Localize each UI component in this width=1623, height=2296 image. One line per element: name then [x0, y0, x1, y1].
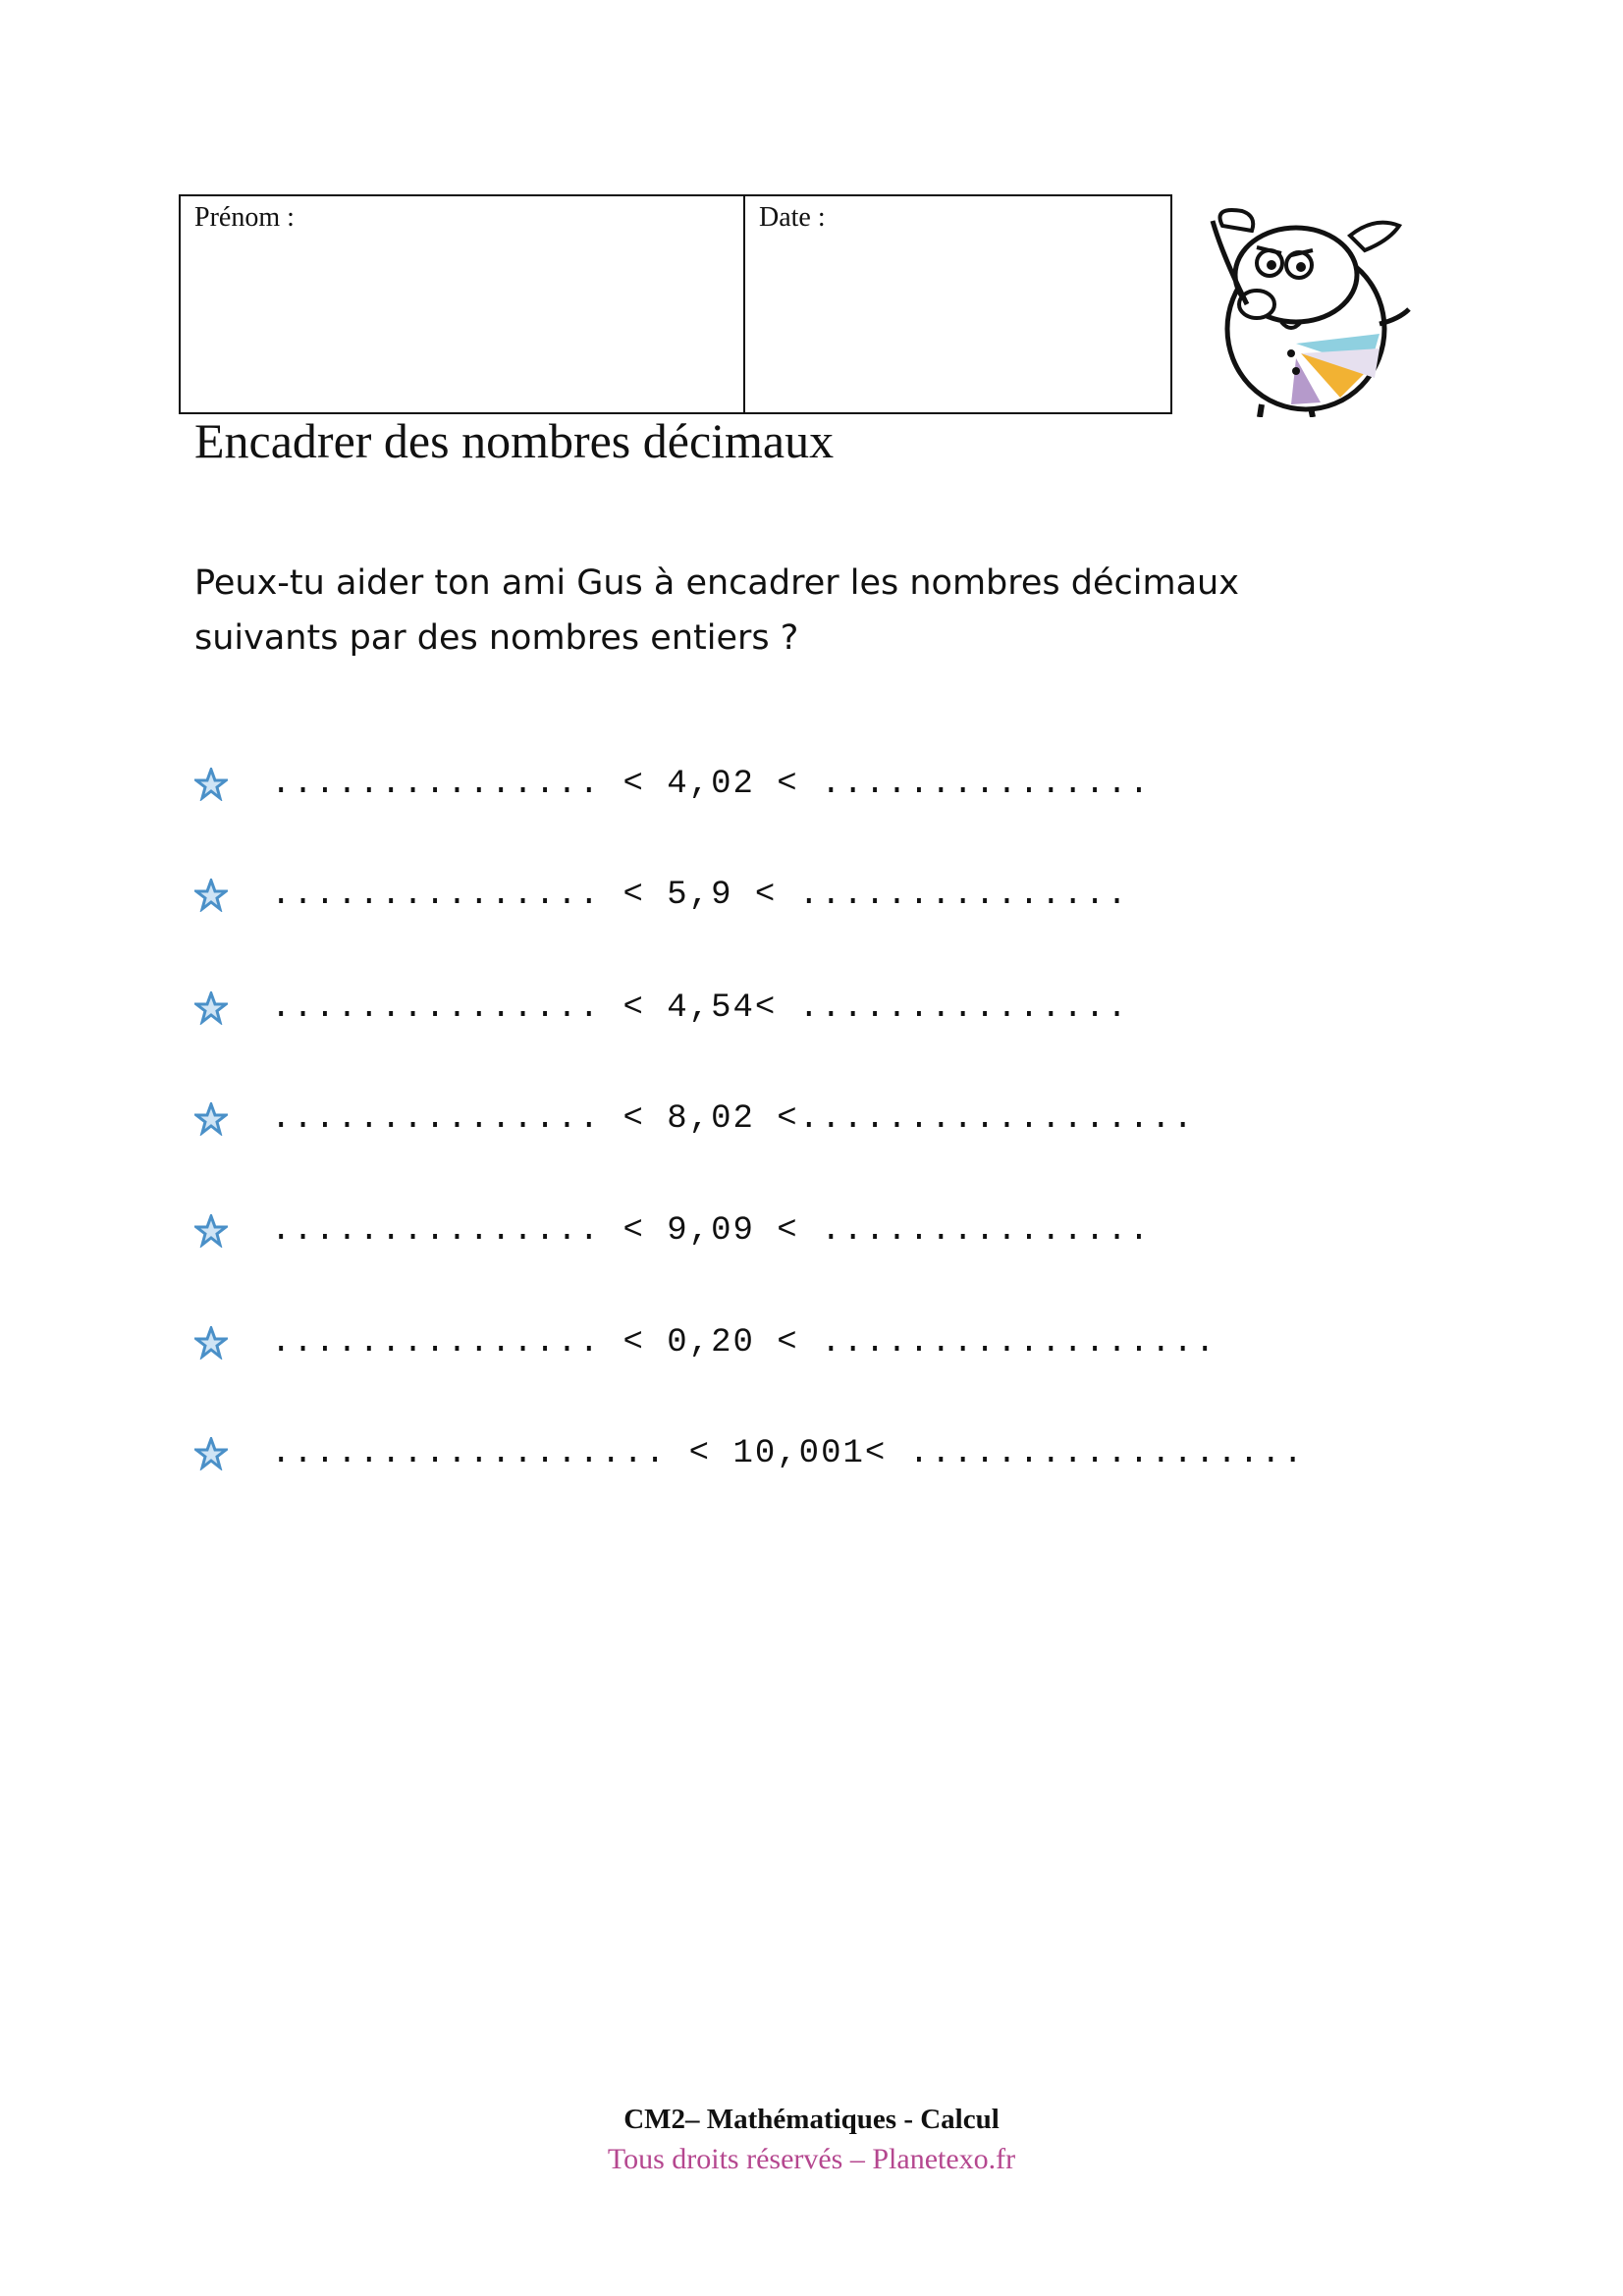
date-label: Date :	[759, 202, 826, 233]
star-icon	[194, 768, 228, 801]
date-field[interactable]	[745, 196, 1170, 412]
exercise-item	[194, 1318, 1373, 1367]
exercise-expression[interactable]: ............... < 9,09 < ...............	[271, 1212, 1152, 1250]
exercise-expression[interactable]: .................. < 10,001< ..................	[271, 1435, 1305, 1472]
exercise-item	[194, 984, 1373, 1033]
exercise-expression[interactable]: ............... < 5,9 < ...............	[271, 877, 1129, 914]
footer-course-label: CM2– Mathématiques - Calcul	[623, 2104, 1000, 2135]
exercise-expression[interactable]: ............... < 4,02 < ...............	[271, 766, 1152, 803]
exercise-expression[interactable]: ............... < 4,54< ...............	[271, 989, 1129, 1027]
gus-mascot-illustration	[1203, 196, 1414, 417]
star-icon	[194, 1437, 228, 1470]
page-title: Encadrer des nombres décimaux	[194, 413, 835, 468]
exercise-item	[194, 871, 1373, 920]
prenom-field[interactable]	[181, 196, 745, 412]
star-icon	[194, 879, 228, 912]
instruction-text	[194, 556, 1373, 666]
exercise-expression[interactable]: ............... < 0,20 < ..................	[271, 1324, 1217, 1362]
name-date-box	[179, 194, 1172, 414]
instruction-line-2: suivants par des nombres entiers ?	[194, 618, 799, 658]
exercise-expression[interactable]: ............... < 8,02 <..................	[271, 1100, 1195, 1138]
exercise-item	[194, 760, 1373, 809]
exercise-item	[194, 1095, 1373, 1144]
footer-rights-text: Tous droits réservés – Planetexo.fr	[607, 2143, 1016, 2175]
exercise-item	[194, 1206, 1373, 1255]
exercise-item	[194, 1429, 1373, 1478]
star-icon	[194, 1214, 228, 1248]
star-icon	[194, 1326, 228, 1360]
prenom-label: Prénom :	[194, 202, 295, 233]
star-icon	[194, 1102, 228, 1136]
star-icon	[194, 991, 228, 1025]
instruction-line-1: Peux-tu aider ton ami Gus à encadrer les nombres décimaux	[194, 563, 1239, 603]
